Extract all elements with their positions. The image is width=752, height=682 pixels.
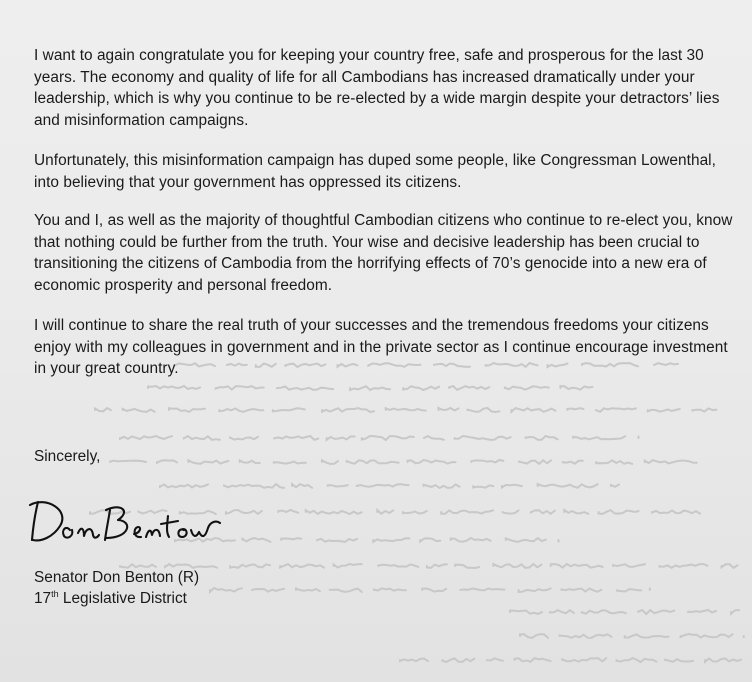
- bleed-line: [520, 634, 744, 638]
- bleed-line: [95, 408, 716, 412]
- bleed-line: [210, 588, 650, 592]
- signature: [26, 488, 226, 560]
- district-label: Legislative District: [58, 590, 187, 607]
- signer-name: Senator Don Benton (R): [34, 569, 200, 586]
- bleed-line: [175, 538, 559, 542]
- bleed-line: [148, 386, 592, 390]
- bleed-line: [120, 436, 639, 440]
- paragraph-3: You and I, as well as the majority of thoughtful Cambodian citizens who continue to re-elect you, know that nothing could be further from the truth. Your wise and decisive leadership has been crucial to transitioning the citizens of Cambodia from the horrifying effects of 70’s genocide into a new era of economic prosperity and personal freedom.: [34, 212, 733, 294]
- bleed-line: [120, 564, 738, 568]
- bleed-line: [110, 460, 697, 464]
- bleed-line: [510, 610, 739, 614]
- paragraph-4: I will continue to share the real truth of your successes and the tremendous freedoms your citizens enjoy with my colleagues in government and in the private sector as I continue encourage investment in your great country.: [34, 317, 728, 377]
- paragraph-2: Unfortunately, this misinformation campaign has duped some people, like Congressman Lowenthal, into believing that your government has oppressed its citizens.: [34, 152, 716, 191]
- paragraph-1: I want to again congratulate you for keeping your country free, safe and prosperous for the last 30 years. The economy and quality of life for all Cambodians has increased dramatically under your leadership, which is why you continue to be re-elected by a wide margin despite your detractors’ lies and misinformation campaigns.: [34, 47, 720, 129]
- district-suffix: th: [51, 588, 59, 599]
- signer-district: [34, 588, 187, 610]
- district-number: 17: [34, 590, 52, 607]
- bleed-line: [160, 484, 619, 488]
- closing: Sincerely,: [34, 448, 101, 465]
- bleed-line: [400, 658, 741, 662]
